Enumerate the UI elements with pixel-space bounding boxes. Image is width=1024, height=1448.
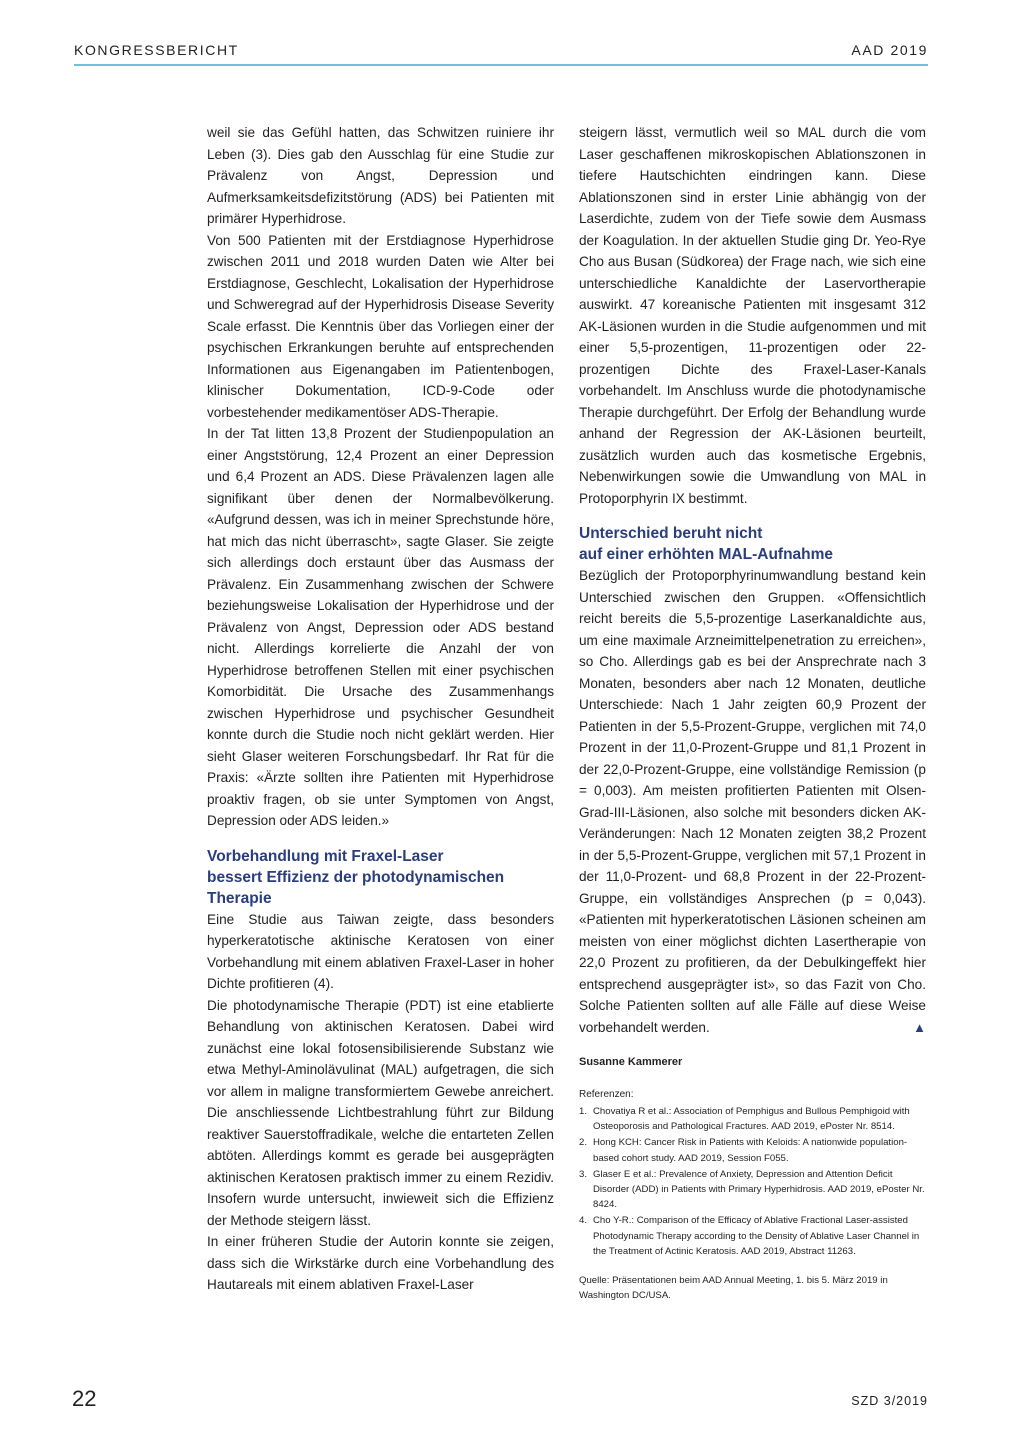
- paragraph: [579, 565, 926, 1038]
- right-column: [579, 122, 926, 1303]
- reference-number: 1.: [579, 1106, 588, 1117]
- reference-item: [579, 1167, 926, 1213]
- heading-line: Vorbehandlung mit Fraxel-Laser: [207, 847, 444, 865]
- reference-item: [579, 1213, 926, 1259]
- references-label: Referenzen:: [579, 1089, 634, 1100]
- end-triangle-icon: ▲: [913, 1019, 926, 1035]
- source-note: Quelle: Präsentationen beim AAD Annual Meeting, 1. bis 5. März 2019 in Washington DC/USA.: [579, 1275, 888, 1302]
- heading-line: Unterschied beruht nicht: [579, 525, 763, 542]
- heading-line: bessert Effizienz der photodynamischen Therapie: [207, 868, 505, 907]
- paragraph: Von 500 Patienten mit der Erstdiagnose Hyperhidrose zwischen 2011 und 2018 wurden Daten wie Alter bei Erstdiagnose, Geschlecht, Lokalisation der Hyperhidrose und Schweregrad auf der Hyperhidrosis Disease Severity Scale erfasst. Die Kenntnis über das Vorliegen einer der psychischen Erkrankungen beruhte auf entsprechenden Informationen aus Eigenangaben im Patientenbogen, klinischer Dokumentation, ICD-9-Code oder vorbestehender medikamentöser ADS-Therapie.: [207, 232, 554, 420]
- reference-number: 2.: [579, 1137, 588, 1149]
- references-list: [579, 1104, 926, 1259]
- paragraph: Eine Studie aus Taiwan zeigte, dass besonders hyperkeratotische aktinische Keratosen von einer Vorbehandlung mit einem ablativen Fraxel-Laser in hoher Dichte profitieren (4).: [207, 911, 554, 991]
- section-heading: [579, 523, 926, 565]
- reference-number: 3.: [579, 1168, 588, 1180]
- reference-text: Glaser E et al.: Prevalence of Anxiety, Depression and Attention Deficit Disorder (ADD) in Patients with Primary Hyperhidrosis. AAD 2019, ePoster Nr. 8424.: [593, 1168, 925, 1211]
- paragraph: weil sie das Gefühl hatten, das Schwitzen ruiniere ihr Leben (3). Dies gab den Ausschlag für eine Studie zur Prävalenz von Angst, Depression und Aufmerksamkeitsdefizitstörung (ADS) bei Patienten mit primärer Hyperhidrose.: [207, 125, 554, 226]
- paragraph: In einer früheren Studie der Autorin konnte sie zeigen, dass sich die Wirkstärke durch eine Vorbehandlung des Hautareals mit einem ablativen Fraxel-Laser: [207, 1234, 554, 1292]
- reference-number: 4.: [579, 1215, 588, 1227]
- paragraph: Die photodynamische Therapie (PDT) ist eine etablierte Behandlung von aktinischen Keratosen. Dabei wird zunächst eine lokal fotosensibilisierende Substanz wie etwa Methyl-Aminolävulinat (MAL) aufgetragen, die sich vor allem in maligne transformiertem Gewebe anreichert. Die anschliessende Lichtbestrahlung führt zur Bildung reaktiver Sauerstoffradikale, welche die entarteten Zellen abtöten. Allerdings kommt es gerade bei ausgeprägten aktinischen Keratosen praktisch immer zu einem Rezidiv. Insofern wurde untersucht, inwieweit sich die Effizienz der Methode steigern lässt.: [207, 997, 554, 1228]
- paragraph: steigern lässt, vermutlich weil so MAL durch die vom Laser geschaffenen mikroskopischen Ablationszonen in tiefere Hautschichten eindringen kann. Diese Ablationszonen sind in erster Linie abhängig von der Laserdichte, zudem von der Tiefe sowie dem Ausmass der Koagulation. In der aktuellen Studie ging Dr. Yeo-Rye Cho aus Busan (Südkorea) der Frage nach, wie sich eine unterschiedliche Kanaldichte der Laservortherapie auswirkt. 47 koreanische Patienten mit insgesamt 312 AK-Läsionen wurden in die Studie aufgenommen und mit einer 5,5-prozentigen, 11-prozentigen oder 22-prozentigen Dichte des Fraxel-Laser-Kanals vorbehandelt. Im Anschluss wurde die photodynamische Therapie durchgeführt. Der Erfolg der Behandlung wurde anhand der Regression der AK-Läsionen beurteilt, zusätzlich wurden auch das kosmetische Ergebnis, Nebenwirkungen sowie die Umwandlung von MAL in Protoporphyrin IX bestimmt.: [579, 125, 926, 506]
- event-label: AAD 2019: [851, 42, 928, 58]
- reference-text: Chovatiya R et al.: Association of Pemphigus and Bullous Pemphigoid with Osteoporosis and Pathological Fractures. AAD 2019, ePoster Nr. 8514.: [593, 1106, 910, 1133]
- left-column: [207, 122, 554, 1296]
- author-name: Susanne Kammerer: [579, 1056, 683, 1068]
- page-header: [74, 40, 928, 66]
- paragraph-text: Bezüglich der Protoporphyrinumwandlung bestand kein Unterschied zwischen den Gruppen. «Offensichtlich reicht bereits die 5,5-prozentige Laserkanaldichte aus, um eine maximale Arzneimittelpenetration zu erreichen», so Cho. Allerdings gab es bei der Ansprechrate nach 3 Monaten, besonders aber nach 12 Monaten, deutliche Unterschiede: Nach 1 Jahr zeigten 60,9 Prozent der Patienten in der 5,5-Prozent-Gruppe, verglichen mit 74,0 Prozent in der 11,0-Prozent-Gruppe und 81,1 Prozent in der 22,0-Prozent-Gruppe, eine vollständige Remission (p = 0,003). Am meisten profitierten Patienten mit Olsen-Grad-III-Läsionen, also solche mit besonders dicken AK-Veränderungen: Nach 12 Monaten zeigten 38,2 Prozent in der 5,5-Prozent-Gruppe, verglichen mit 57,1 Prozent in der 11,0-Prozent- und 68,8 Prozent in der 22-Prozent-Gruppe, ein vollständiges Ansprechen (p = 0,043). «Patienten mit hyperkeratotischen Läsionen scheinen am meisten von einer möglichst dichten Lasertherapie von 22,0 Prozent zu profitieren, da der Debulkingeffekt hier entsprechend ausgeprägter ist», so das Fazit von Cho. Solche Patienten sollten auf alle Fälle auf diese Weise vorbehandelt werden.: [579, 568, 926, 1035]
- reference-text: Hong KCH: Cancer Risk in Patients with Keloids: A nationwide population-based cohort study. AAD 2019, Session F055.: [593, 1137, 908, 1164]
- paragraph: In der Tat litten 13,8 Prozent der Studienpopulation an einer Angststörung, 12,4 Prozent an einer Depression und 6,4 Prozent an ADS. Diese Prävalenzen lagen alle signifikant über denen der Normalbevölkerung. «Aufgrund dessen, was ich in meiner Sprechstunde höre, hat mich das nicht überrascht», sagte Glaser. Sie zeigte sich allerdings doch erstaunt über das Ausmass der Prävalenz. Ein Zusammenhang zwischen der Schwere beziehungsweise Lokalisation der Hyperhidrose und der Prävalenz von Angst, Depression oder ADS bestand nicht. Allerdings korrelierte die Anzahl der von Hyperhidrose betroffenen Stellen mit einer psychischen Komorbidität. Die Ursache des Zusammenhangs zwischen Hyperhidrose und psychischer Gesundheit konnte durch die Studie noch nicht geklärt werden. Hier sieht Glaser weiteren Forschungsbedarf. Ihr Rat für die Praxis: «Ärzte sollten ihre Patienten mit Hyperhidrose proaktiv fragen, ob sie unter Symptomen von Angst, Depression oder ADS leiden.»: [207, 426, 554, 828]
- reference-text: Cho Y-R.: Comparison of the Efficacy of Ablative Fractional Laser-assisted Photodynamic Therapy according to the Density of Ablative Laser Channel in the Treatment of Actinic Keratosis. AAD 2019, Abstract 11263.: [593, 1215, 920, 1257]
- section-label: KONGRESSBERICHT: [74, 42, 239, 58]
- reference-item: [579, 1104, 926, 1134]
- page-number: 22: [72, 1386, 97, 1411]
- journal-issue: SZD 3/2019: [851, 1394, 928, 1408]
- reference-item: [579, 1135, 926, 1165]
- section-heading: [207, 846, 554, 909]
- heading-line: auf einer erhöhten MAL-Aufnahme: [579, 546, 834, 563]
